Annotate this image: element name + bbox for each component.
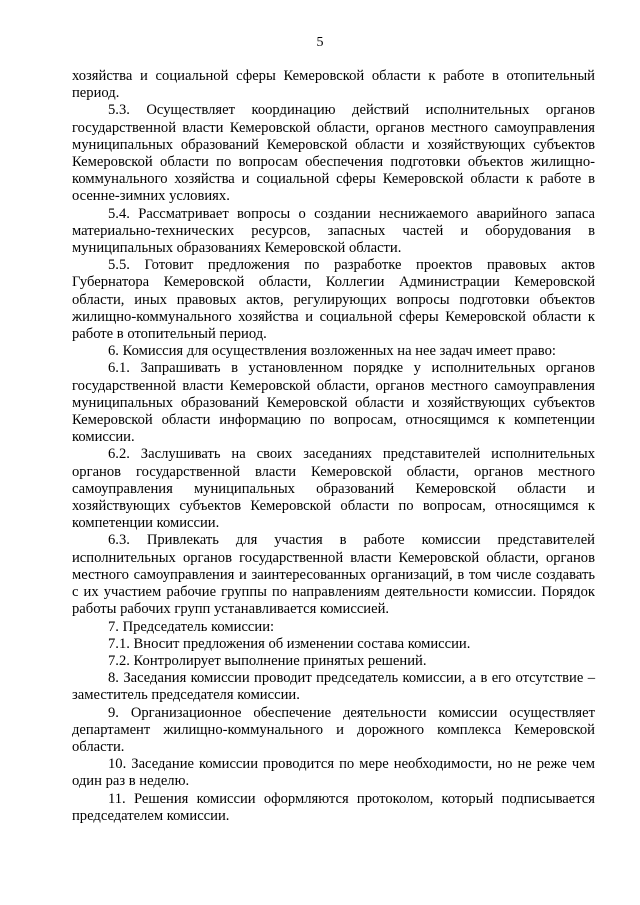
paragraph-6-3: 6.3. Привлекать для участия в работе комиссии представителей исполнительных органов государственной власти Кемеровской области, органов местного самоуправления и заинтересованных организаций, в том числе создавать с их участием рабочие группы по направлениям деятельности комиссии. Порядок работы рабочих групп устанавливается комиссией. [72, 532, 595, 618]
paragraph-6-1: 6.1. Запрашивать в установленном порядке у исполнительных органов государственной власти Кемеровской области, органов местного самоуправления муниципальных образований Кемеровской области и хозяйствующих субъектов Кемеровской области информацию по вопросам, относящимся к компетенции комиссии. [72, 360, 595, 446]
paragraph-6: 6. Комиссия для осуществления возложенных на нее задач имеет право: [108, 343, 556, 360]
document-body [72, 68, 595, 825]
paragraph-11: 11. Решения комиссии оформляются протоколом, который подписывается председателем комиссии. [72, 790, 595, 824]
paragraph-5-3: 5.3. Осуществляет координацию действий исполнительных органов государственной власти Кемеровской области, органов местного самоуправления муниципальных образований Кемеровской области и хозяйствующих субъектов Кемеровской области по вопросам обеспечения подготовки объектов жилищно-коммунального хозяйства и социальной сферы Кемеровской области к работе в осенне-зимних условиях. [72, 102, 595, 205]
paragraph-6-2: 6.2. Заслушивать на своих заседаниях представителей исполнительных органов государственной власти Кемеровской области, органов местного самоуправления муниципальных образований Кемеровской области и хозяйствующих субъектов Кемеровской области по вопросам, относящимся к компетенции комиссии. [72, 446, 595, 532]
paragraph-7-1: 7.1. Вносит предложения об изменении состава комиссии. [108, 635, 471, 652]
paragraph-8: 8. Заседания комиссии проводит председатель комиссии, а в его отсутствие – заместитель председателя комиссии. [72, 670, 595, 704]
paragraph-7-2: 7.2. Контролирует выполнение принятых решений. [108, 652, 427, 669]
page-number: 5 [316, 35, 324, 50]
paragraph-7: 7. Председатель комиссии: [108, 618, 275, 635]
paragraph-5-4: 5.4. Рассматривает вопросы о создании неснижаемого аварийного запаса материально-технических ресурсов, запасных частей и оборудования в муниципальных образованиях Кемеровской области. [72, 205, 595, 257]
paragraph-continuation: хозяйства и социальной сферы Кемеровской области к работе в отопительный период. [72, 68, 595, 102]
paragraph-5-5: 5.5. Готовит предложения по разработке проектов правовых актов Губернатора Кемеровской области, Коллегии Администрации Кемеровской области, иных правовых актов, регулирующих вопросы подготовки объектов жилищно-коммунального хозяйства и социальной сферы Кемеровской области к работе в отопительный период. [72, 257, 595, 343]
paragraph-10: 10. Заседание комиссии проводится по мере необходимости, но не реже чем один раз в неделю. [72, 756, 595, 790]
paragraph-9: 9. Организационное обеспечение деятельности комиссии осуществляет департамент жилищно-коммунального и дорожного комплекса Кемеровской области. [72, 704, 595, 755]
